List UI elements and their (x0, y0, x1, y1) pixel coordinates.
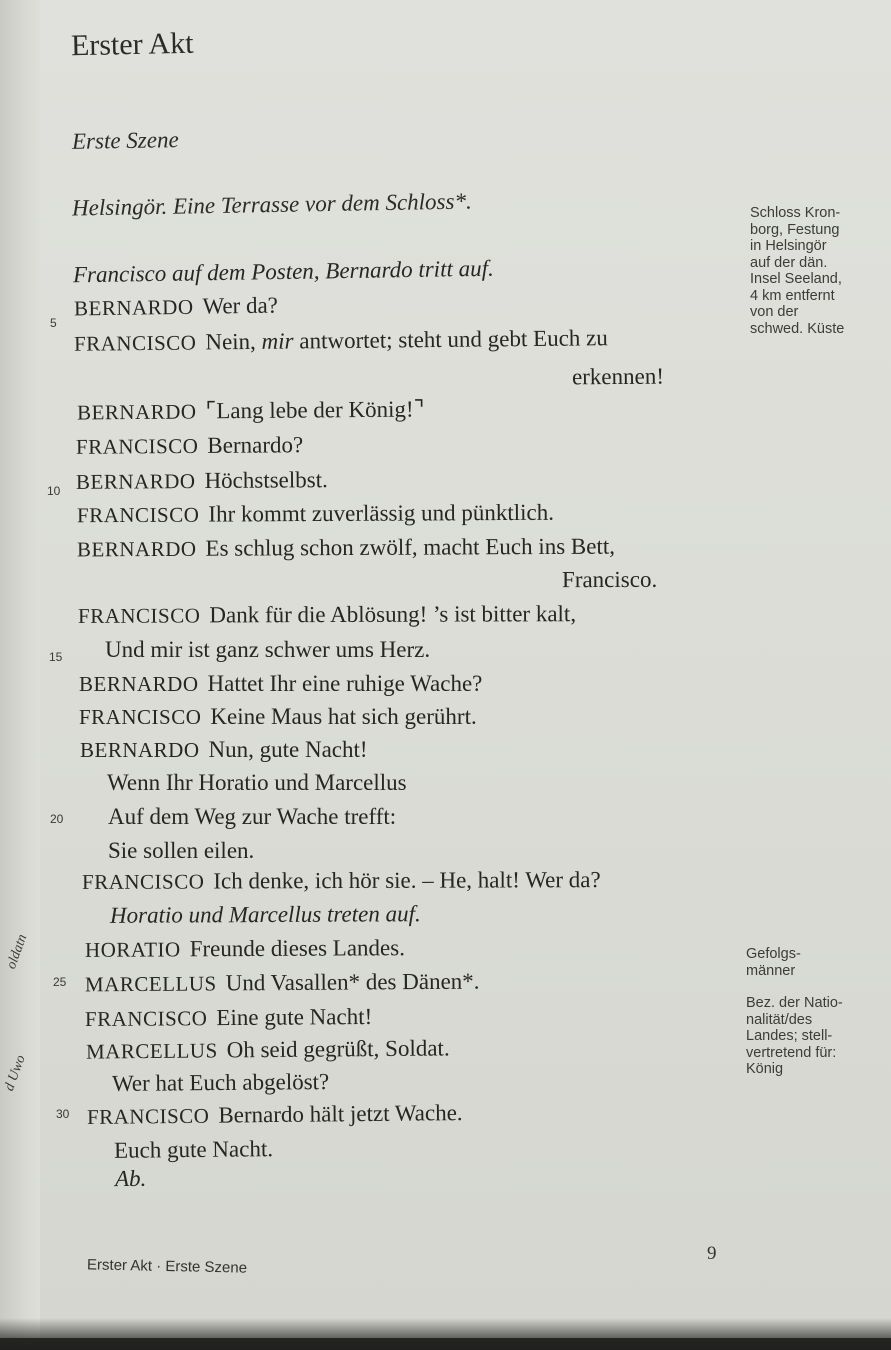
speaker-name: FRANCISCO (76, 502, 200, 528)
speaker-name: HORATIO (84, 937, 181, 962)
dialogue-continuation: erkennen! (571, 363, 665, 390)
speaker-name: MARCELLUS (84, 971, 217, 997)
speaker-name: BERNARDO (75, 469, 196, 494)
line-number: 20 (50, 812, 64, 826)
dialogue-line: FRANCISCO Ich denke, ich hör sie. – He, halt! Wer da? (81, 867, 601, 894)
dialogue-line: BERNARDO Hattet Ihr eine ruhige Wache? (79, 671, 483, 696)
dialogue-line: HORATIO Freunde dieses Landes. (84, 935, 405, 962)
page-edge-shadow (0, 1318, 891, 1350)
dialogue-line: FRANCISCO Dank für die Ablösung! ’s ist bitter kalt, (77, 601, 577, 628)
dialogue-line: BERNARDO Es schlug schon zwölf, macht Euch ins Bett, (76, 533, 616, 562)
dialogue-continuation: Wenn Ihr Horatio und Marcellus (107, 770, 407, 795)
line-number: 10 (47, 484, 61, 498)
speaker-name: BERNARDO (76, 536, 197, 562)
dialogue-continuation: Francisco. (561, 566, 658, 593)
dialogue-line: BERNARDO Höchstselbst. (75, 467, 328, 494)
speaker-name: FRANCISCO (84, 1006, 208, 1032)
scene-title: Erste Szene (71, 127, 179, 154)
speaker-name: FRANCISCO (81, 869, 205, 894)
line-number: 30 (56, 1107, 70, 1121)
speaker-name: BERNARDO (80, 738, 200, 762)
dialogue-line: FRANCISCO Keine Maus hat sich gerührt. (79, 704, 477, 729)
emphasis: mir (261, 328, 294, 354)
dialogue-line: BERNARDO Wer da? (73, 292, 279, 321)
speaker-name: BERNARDO (76, 399, 197, 425)
dialogue-line: FRANCISCO Eine gute Nacht! (84, 1003, 373, 1032)
dialogue-continuation: Euch gute Nacht. (113, 1136, 274, 1163)
setting-direction: Helsingör. Eine Terrasse vor dem Schloss*. (71, 188, 472, 221)
gutter-fragment: d Uwo (2, 1053, 29, 1094)
line-number: 25 (53, 975, 67, 989)
dialogue-line: BERNARDO ⌜Lang lebe der König!⌝ (76, 396, 425, 425)
dialogue-line: FRANCISCO Nein, mir antwortet; steht und gebt Euch zu (73, 325, 608, 356)
dialogue-line: MARCELLUS Oh seid gegrüßt, Soldat. (85, 1035, 450, 1064)
margin-note-vasallen: Gefolgs- männer (746, 946, 801, 979)
dialogue-continuation: Sie sollen eilen. (108, 838, 255, 863)
dialogue-continuation: Auf dem Weg zur Wache trefft: (108, 804, 397, 829)
line-number: 5 (50, 316, 57, 330)
speaker-name: FRANCISCO (79, 705, 202, 729)
act-title: Erster Akt (70, 26, 194, 63)
dialogue-line: FRANCISCO Bernardo hält jetzt Wache. (86, 1100, 463, 1129)
stage-direction: Ab. (114, 1165, 147, 1192)
speaker-name: MARCELLUS (85, 1038, 218, 1064)
dialogue-line: FRANCISCO Bernardo? (75, 432, 304, 459)
stage-direction: Horatio und Marcellus treten auf. (109, 901, 421, 928)
speaker-name: FRANCISCO (86, 1103, 210, 1129)
dialogue-line: MARCELLUS Und Vasallen* des Dänen*. (84, 968, 480, 997)
gutter-fragment: oldatn (4, 932, 31, 972)
speaker-name: BERNARDO (73, 294, 194, 321)
dialogue-continuation: Und mir ist ganz schwer ums Herz. (105, 637, 431, 662)
speaker-name: FRANCISCO (75, 433, 199, 459)
dialogue-continuation: Wer hat Euch abgelöst? (111, 1069, 330, 1096)
dialogue-line: BERNARDO Nun, gute Nacht! (80, 737, 368, 762)
speaker-name: BERNARDO (79, 672, 199, 696)
speaker-name: FRANCISCO (73, 330, 197, 356)
stage-direction: Francisco auf dem Posten, Bernardo tritt auf. (72, 255, 494, 288)
page-number: 9 (707, 1243, 717, 1264)
speaker-name: FRANCISCO (77, 603, 201, 628)
margin-note-daenen: Bez. der Natio- nalität/des Landes; stell- vertretend für: König (746, 995, 843, 1077)
margin-note-schloss: Schloss Kron- borg, Festung in Helsingör auf der dän. Insel Seeland, 4 km entfernt von der schwed. Küste (750, 205, 845, 337)
running-footer: Erster Akt · Erste Szene (86, 1256, 248, 1277)
dialogue-line: FRANCISCO Ihr kommt zuverlässig und pünktlich. (76, 499, 555, 528)
line-number: 15 (49, 650, 63, 664)
